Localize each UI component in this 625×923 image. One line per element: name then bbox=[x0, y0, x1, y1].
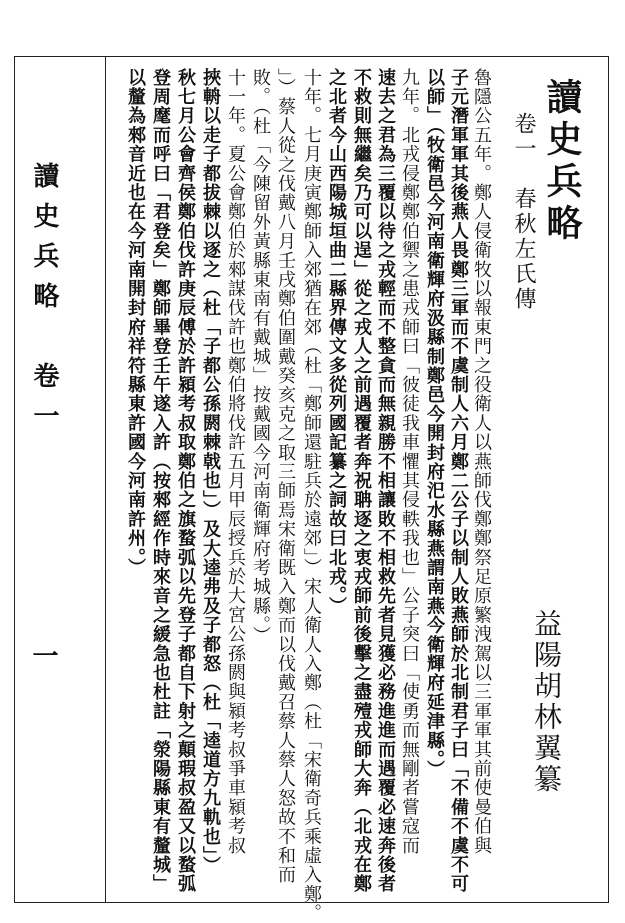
text-column: 登周麾而呼曰「君登矣」鄭師畢登壬午遂入許（按郲經作時來音之緩急也杜註「滎陽縣東有釐城」 bbox=[150, 68, 171, 894]
book-title: 讀史兵略 bbox=[541, 78, 583, 246]
text-column: 敗。（杜「今陳留外黃縣東南有戴城」按戴國今河南衛輝府考城縣。） bbox=[250, 68, 271, 646]
text-column: 以師」（牧衛邑今河南衛輝府汲縣制鄭邑今開封府汜水縣燕謂南燕今衛輝府延津縣。） bbox=[424, 68, 445, 780]
text-column: 十年。七月庚寅鄭師入郊猶在郊（杜「鄭師還駐兵於遠郊」）宋人衛人入鄭（杜「宋衛奇兵乘虛入鄭。 bbox=[301, 68, 322, 923]
text-column: 以釐為郲音近也在今河南開封府祥符縣東許國今河南許州。） bbox=[125, 68, 146, 578]
text-column: 之北者今山西陽城垣曲二縣界傳文多從列國記纂之詞故曰北戎。） bbox=[326, 68, 347, 616]
text-column: 速去之君為三覆以待之戎輕而不整貪而無親勝不相讓敗不相救先者見獲必務進進而遇覆必速奔後者 bbox=[375, 68, 396, 894]
text-column: 子元潛軍軍其後燕人畏鄭三軍而不虞制人六月鄭二公子以制人敗燕師於北制君子曰「不備不虞不可 bbox=[448, 68, 469, 894]
margin-divider bbox=[105, 56, 106, 903]
margin-book-title: 讀史兵略 卷一 bbox=[29, 162, 59, 442]
chapter-heading: 卷一 春秋左氏傳 bbox=[511, 112, 536, 312]
book-page bbox=[4, 4, 619, 923]
text-column: 魯隱公五年。鄭人侵衛牧以報東門之役衛人以燕師伐鄭鄭祭足原繁洩駕以三軍軍其前使曼伯與 bbox=[471, 68, 492, 856]
text-column: 挾輈以走子都拔棘以逐之（杜「子都公孫閼棘戟也」）及大逵弗及子都怒（杜「逵道方九軌也」） bbox=[200, 68, 221, 876]
text-column: 秋七月公會齊侯鄭伯伐許庚辰傅於許潁考叔取鄭伯之旗蝥弧以先登子都自下射之顛瑕叔盈又以蝥弧 bbox=[175, 68, 196, 894]
compiler-credit: 益陽胡林翼纂 bbox=[530, 609, 563, 795]
page-number: 一 bbox=[28, 642, 58, 668]
text-column: 十一年。夏公會鄭伯於郲謀伐許也鄭伯將伐許五月甲辰授兵於大宮公孫閼與潁考叔爭車潁考叔 bbox=[225, 68, 246, 856]
text-column: 不救則無繼矣乃可以逞」從之戎人之前遇覆者奔祝聃逐之衷戎師前後擊之盡殪戎師大奔（北戎在鄭 bbox=[351, 68, 372, 894]
text-column: 九年。北戎侵鄭鄭伯禦之患戎師曰「彼徒我車懼其侵軼我也」公子突曰「使勇而無剛者嘗寇而 bbox=[399, 68, 420, 856]
text-column: 」）蔡人從之伐戴八月壬戌鄭伯圍戴癸亥克之取三師焉宋衛既入鄭而以伐戴召蔡人蔡人怒故不和而 bbox=[275, 68, 296, 885]
